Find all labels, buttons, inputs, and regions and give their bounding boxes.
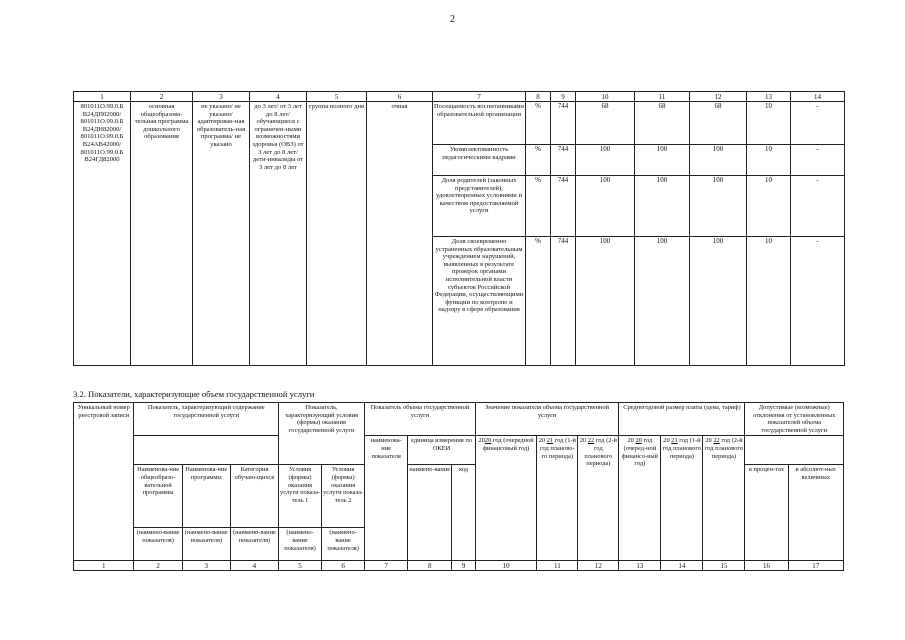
header-row-1 [74,403,844,436]
education-form: очная [367,102,433,366]
year-value: 22 [587,437,595,445]
year-note: (2-й год планового периода) [584,437,617,468]
quality-indicators-table [73,91,845,366]
year-suffix: год [554,437,564,445]
col-num: 1 [74,561,134,571]
header-registry: Уникальный номер реестровой записи [74,403,134,561]
value-2020: 100 [576,145,635,176]
deviation-percent: 10 [747,176,791,237]
col-num: 3 [193,92,250,102]
col-num: 14 [791,92,845,102]
value-2021: 100 [635,176,690,237]
value-2021: 100 [635,237,690,366]
value-2020: 100 [576,176,635,237]
student-category: не указано/ не указано/ адаптирован-ная образователь-ная программа/ не указано [193,102,250,366]
year-note: (2-й год планового периода) [704,437,744,460]
indicator-name-note: (наимено-вание показателя) [322,528,365,561]
col-num: 17 [788,561,843,571]
indicator-name: Доля родителей (законных представителей), удовлетворенных условиями и качеством предоставляемой услуги [433,176,526,237]
value-2020: 100 [576,237,635,366]
deviation-percent: 10 [747,237,791,366]
col-num: 9 [551,92,576,102]
deviation-absolute: - [791,176,845,237]
header-deviation-percent: в процен-тах [745,465,788,561]
indicator-name: Укомплектованность педагогическими кадрами [433,145,526,176]
col-num: 4 [230,561,278,571]
header-program: Наименова-ние общеобразо-вательной программы [134,465,182,528]
indicator-name: Доля своевременно устраненных образовательным учреждением нарушений, выявленных в результате проверок органами исполнительной власти субъектов Российской Федерации, осуществляющими функции по контролю и надзору в сфере образования [433,237,526,366]
header-volume-unit: единица измерения по ОКЕИ [408,436,476,465]
col-num: 8 [408,561,452,571]
col-num: 14 [661,561,703,571]
value-2021: 68 [635,102,690,145]
indicator-name-note: (наимено-вание показателя) [279,528,322,561]
deviation-percent: 10 [747,102,791,145]
header-fee-2020 [619,436,661,561]
header-condition-1: Условия (формы) оказания услуги показа-тель 1 [279,465,322,528]
header-unit-name: наимено-вание [408,465,452,561]
header-category: Категория обучаю-щихся [230,465,278,528]
deviation-absolute: - [791,145,845,176]
col-num: 7 [433,92,526,102]
header-conditions: Показатель, характеризующий условия (формы) оказания государственной услуги [279,403,365,465]
year-prefix: 20 [663,437,670,445]
col-num: 10 [576,92,635,102]
header-fee-2022 [703,436,745,561]
unit-name: % [526,237,551,366]
header-content-spacer [134,436,279,465]
unit-code: 744 [551,237,576,366]
year-prefix: 20 [579,437,587,445]
col-num: 12 [578,561,619,571]
header-condition-2: Условия (формы) оказания услуги показа-тель 2 [322,465,365,528]
year-prefix: 20 [478,437,485,445]
section-title: 3.2. Показатели, характеризующие объем государственной услуги [73,389,315,399]
col-num: 1 [74,92,131,102]
header-volume-name: наименова-ние показателя [365,436,408,561]
header-value: Значение показателя объема государственной услуги [475,403,619,436]
header-year-2022 [578,436,619,561]
year-suffix: год [643,437,653,445]
unit-name: % [526,102,551,145]
indicator-name-note: (наимено-вание показателя) [134,528,182,561]
year-suffix: год [679,437,689,445]
header-volume: Показатель объема государственной услуги [365,403,476,436]
year-prefix: 20 [627,437,634,445]
volume-indicators-table [73,402,844,571]
column-number-row [74,561,844,571]
year-value: 20 [635,437,642,445]
year-prefix: 20 [705,437,712,445]
registry-numbers: 801011О.99.0.Б В24ДП02000/ 801011О.99.0.Б В24ДН82000/ 801011О.99.0.Б В24АВ42000/ 801011О.99.0.Б В24ГД82000 [74,102,131,366]
page-number: 2 [450,14,455,25]
program-name: основная общеобразова-тельная программа дошкольного образования [131,102,193,366]
year-suffix: год [721,437,731,445]
col-num: 15 [703,561,745,571]
col-num: 13 [747,92,791,102]
header-year-2020 [475,436,537,561]
header-deviation-absolute: в абсолют-ных величинах [788,465,843,561]
year-note: (1-й год планово-го периода) [540,437,576,460]
col-num: 10 [475,561,537,571]
value-2021: 100 [635,145,690,176]
age-category: до 3 лет/ от 3 лет до 8 лет/ обучающиеся с ограничен-ными возможностями здоровья (ОВЗ) от 3 лет до 8 лет/дети-инвалиды от 3 лет до 8 лет [250,102,307,366]
deviation-absolute: - [791,102,845,145]
unit-code: 744 [551,102,576,145]
col-num: 11 [537,561,578,571]
year-suffix: год [595,437,605,445]
col-num: 4 [250,92,307,102]
unit-name: % [526,176,551,237]
col-num: 9 [452,561,476,571]
stay-mode: группа полного дня [307,102,367,366]
year-value: 21 [671,437,678,445]
year-note: (очеред-ной финансо-вый год) [621,444,658,468]
header-content: Показатель, характеризующий содержание государственной услуги [134,403,279,436]
indicator-name: Посещаемость воспитанниками образовательной организации [433,102,526,145]
indicator-name-note: (наимено-вание показателя) [182,528,230,561]
header-fee-2021 [661,436,703,561]
col-num: 5 [307,92,367,102]
col-num: 6 [322,561,365,571]
header-unit-code: код [452,465,476,561]
col-num: 2 [134,561,182,571]
header-row-2 [74,436,844,465]
value-2022: 68 [690,102,747,145]
col-num: 12 [690,92,747,102]
col-num: 7 [365,561,408,571]
year-prefix: 20 [538,437,546,445]
year-value: 21 [546,437,554,445]
value-2020: 68 [576,102,635,145]
col-num: 8 [526,92,551,102]
indicator-name-note: (наимено-вание показателя) [230,528,278,561]
col-num: 13 [619,561,661,571]
unit-name: % [526,145,551,176]
value-2022: 100 [690,237,747,366]
col-num: 5 [279,561,322,571]
col-num: 2 [131,92,193,102]
year-value: 22 [713,437,720,445]
value-2022: 100 [690,145,747,176]
col-num: 16 [745,561,788,571]
year-note: (1-й год планового периода) [662,437,701,460]
column-number-row [74,92,845,102]
col-num: 11 [635,92,690,102]
col-num: 6 [367,92,433,102]
year-suffix: год [492,437,502,445]
deviation-percent: 10 [747,145,791,176]
value-2022: 100 [690,176,747,237]
col-num: 3 [182,561,230,571]
year-note: (очередной финансовый год) [482,437,534,452]
unit-code: 744 [551,145,576,176]
table-row [74,102,845,145]
unit-code: 744 [551,176,576,237]
header-deviation: Допустимые (возможные) отклонения от установленных показателей объема государственной услуги [745,403,844,436]
year-value: 20 [484,437,492,445]
deviation-absolute: - [791,237,845,366]
header-deviation-spacer [745,436,844,465]
header-fee: Среднегодовой размер платы (цена, тариф) [619,403,745,436]
header-year-2021 [537,436,578,561]
header-programs: Наименова-ние программы [182,465,230,528]
